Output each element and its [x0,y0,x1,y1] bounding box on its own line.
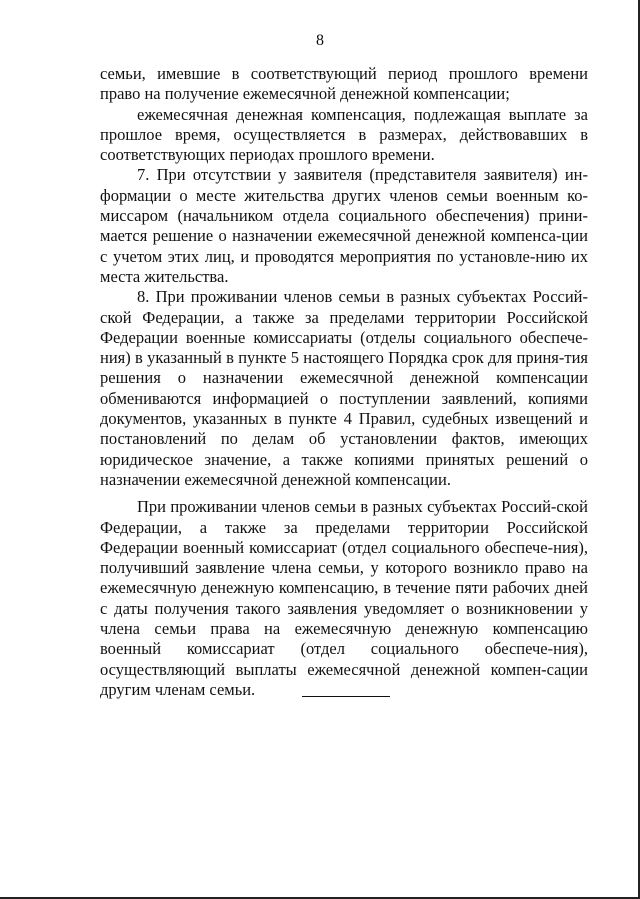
paragraph-item-8: 8. При проживании членов семьи в разных субъектах Россий-ской Федерации, а также за пределами территории Российской Федерации военные комиссариаты (отделы социального обеспече-ния) в указанный в пункте 5 настоящего Порядка срок для приня-тия решения о назначении ежемесячной денежной компенсации обмениваются информацией о поступлении заявлений, копиями документов, указанных в пункте 4 Правил, судебных извещений и постановлений по делам об установлении фактов, имеющих юридическое значение, а также копиями принятых решений о назначении ежемесячной денежной компенсации. [100,287,588,489]
paragraph-item-8-continued: При проживании членов семьи в разных субъектах Россий-ской Федерации, а также за пределами территории Российской Федерации военный комиссариат (отдел социального обеспече-ния), получивший заявление члена семьи, у которого возникло право на ежемесячную денежную компенсацию, в течение пяти рабочих дней с даты получения такого заявления уведомляет о возникновении у члена семьи права на ежемесячную денежную компенсацию военный комиссариат (отдел социального обеспече-ния), осуществляющий выплаты ежемесячной денежной компен-сации другим членам семьи. [100,497,588,699]
page-number: 8 [316,32,324,49]
paragraph-compensation-past: ежемесячная денежная компенсация, подлежащая выплате за прошлое время, осуществляется в размерах, действовавших в соответствующих периодах прошлого времени. [100,104,588,165]
end-separator-line [302,696,390,697]
paragraph-continuation: семьи, имевшие в соответствующий период прошлого времени право на получение ежемесячной денежной компенсации; [100,64,588,104]
document-body [100,64,588,700]
paragraph-item-7: 7. При отсутствии у заявителя (представителя заявителя) ин-формации о месте жительства других членов семьи военным ко-миссаром (начальником отдела социального обеспечения) прини-мается решение о назначении ежемесячной денежной компенса-ции с учетом этих лиц, и проводятся мероприятия по установле-нию их места жительства. [100,165,588,286]
